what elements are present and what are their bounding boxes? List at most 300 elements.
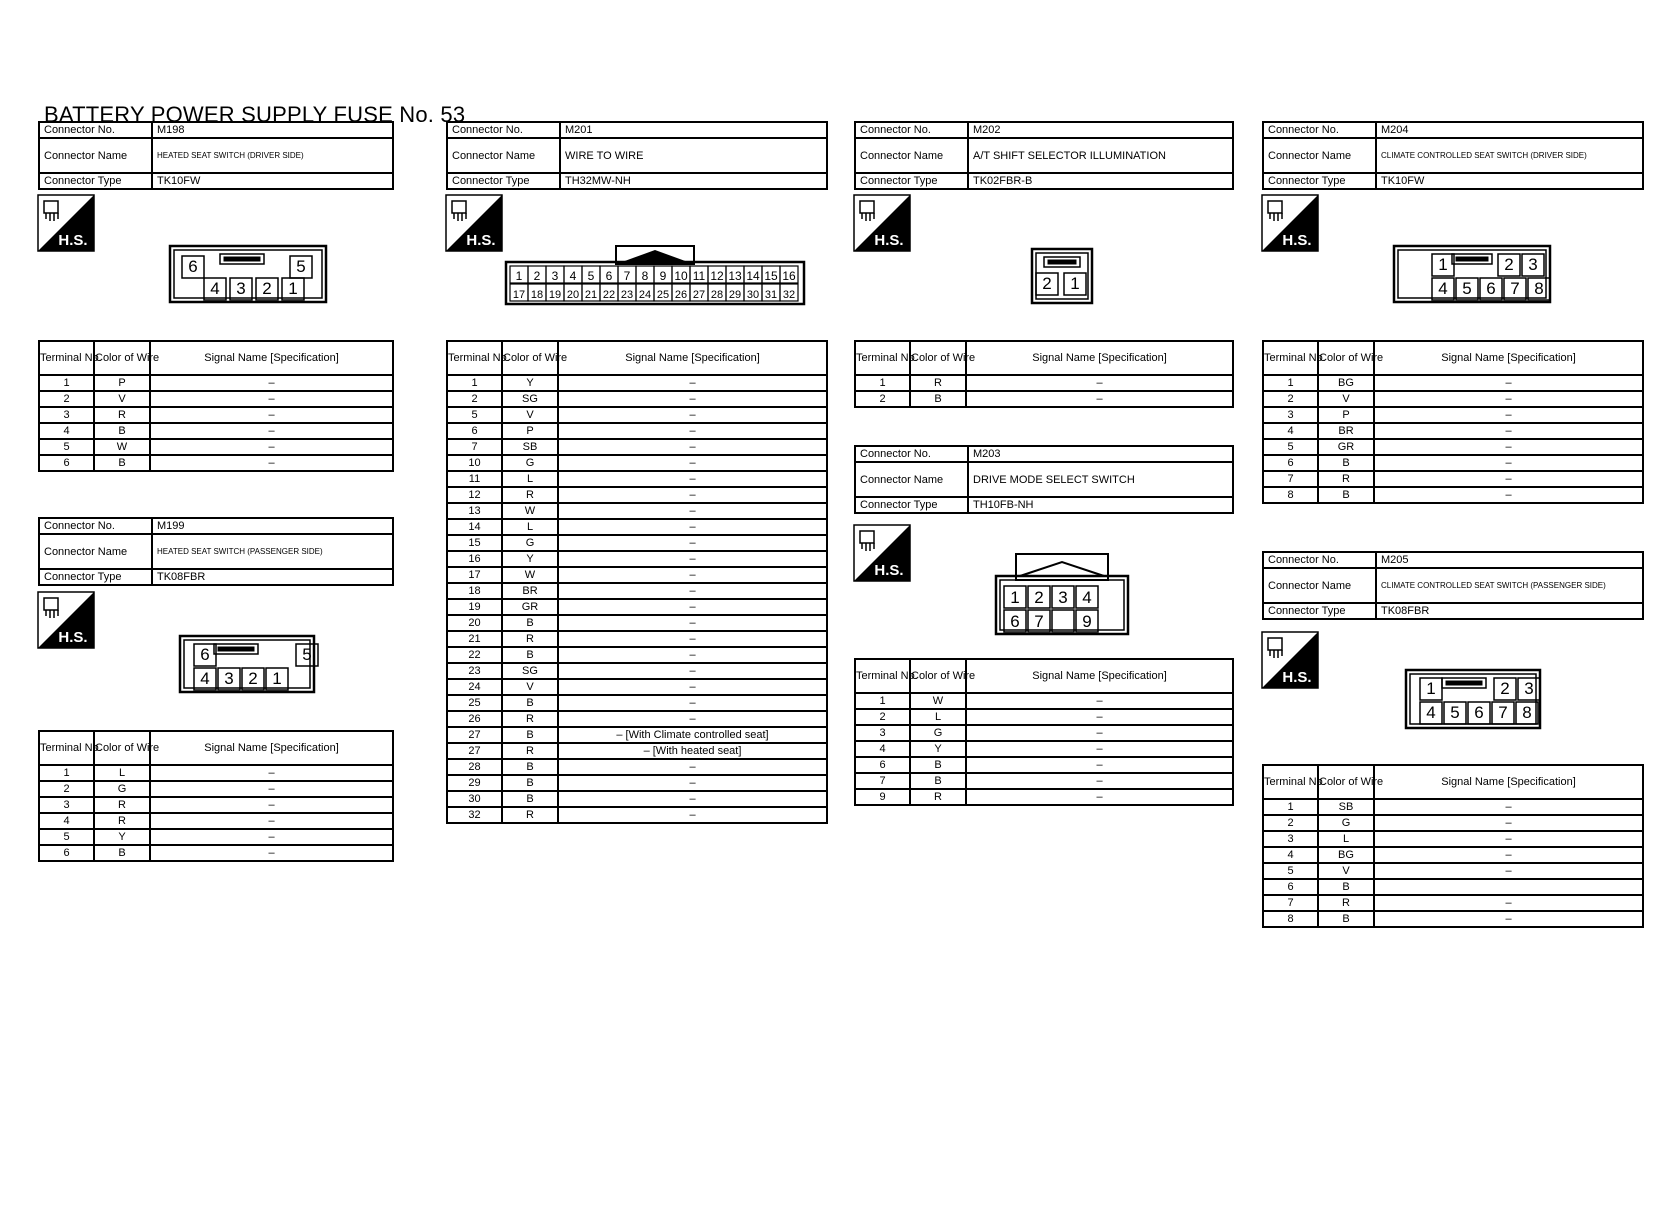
terminal-cell: 1 xyxy=(1263,375,1318,391)
signal-cell: – xyxy=(150,423,393,439)
header-signal: Signal Name [Specification] xyxy=(966,659,1233,693)
connector-outline xyxy=(504,244,806,306)
pin-label: 19 xyxy=(548,289,562,301)
wire-color-cell: W xyxy=(910,693,966,709)
connector-type: TK08FBR xyxy=(1376,603,1643,619)
signal-cell: – xyxy=(966,693,1233,709)
table-row xyxy=(447,663,827,679)
table-row xyxy=(447,439,827,455)
terminal-cell: 7 xyxy=(1263,895,1318,911)
signal-cell: – xyxy=(150,813,393,829)
signal-cell: – xyxy=(150,845,393,861)
table-row xyxy=(1263,895,1643,911)
page-title: BATTERY POWER SUPPLY FUSE No. 53 xyxy=(44,102,466,127)
pin-label: 1 xyxy=(1070,274,1080,293)
label-connector-no: Connector No. xyxy=(855,122,968,138)
terminal-cell: 21 xyxy=(447,631,502,647)
header-terminal: Terminal No. xyxy=(447,341,502,375)
signal-cell: – xyxy=(966,741,1233,757)
table-row xyxy=(1263,831,1643,847)
wire-color-cell: G xyxy=(910,725,966,741)
signal-cell: – xyxy=(558,439,827,455)
wire-color-cell: B xyxy=(502,759,558,775)
table-row xyxy=(447,375,827,391)
connector-name: HEATED SEAT SWITCH (DRIVER SIDE) xyxy=(152,138,393,173)
table-row xyxy=(39,423,393,439)
pin-label: 17 xyxy=(512,289,526,301)
pin-label: 5 xyxy=(587,269,595,283)
pin-label: 4 xyxy=(200,669,210,688)
terminal-cell: 14 xyxy=(447,519,502,535)
pin-label: 22 xyxy=(602,289,616,301)
signal-cell: – xyxy=(558,807,827,823)
signal-cell: – xyxy=(558,663,827,679)
table-row xyxy=(447,807,827,823)
table-row xyxy=(39,407,393,423)
connector-name: DRIVE MODE SELECT SWITCH xyxy=(968,462,1233,497)
connector-name: A/T SHIFT SELECTOR ILLUMINATION xyxy=(968,138,1233,173)
pin-label: 26 xyxy=(674,289,688,301)
label-connector-name: Connector Name xyxy=(39,534,152,569)
wire-color-cell: GR xyxy=(1318,439,1374,455)
label-connector-type: Connector Type xyxy=(1263,603,1376,619)
pin-label: 2 xyxy=(1042,274,1052,293)
table-row xyxy=(447,743,827,759)
table-row xyxy=(39,765,393,781)
table-row xyxy=(1263,439,1643,455)
header-color: Color of Wire xyxy=(1318,765,1374,799)
label-connector-type: Connector Type xyxy=(855,497,968,513)
table-row xyxy=(1263,879,1643,895)
signal-cell: – [With heated seat] xyxy=(558,743,827,759)
terminal-cell: 32 xyxy=(447,807,502,823)
table-row xyxy=(447,631,827,647)
terminal-cell: 28 xyxy=(447,759,502,775)
signal-cell: – xyxy=(558,711,827,727)
terminal-cell: 20 xyxy=(447,615,502,631)
wire-color-cell: BG xyxy=(1318,375,1374,391)
connector-info-m198 xyxy=(38,121,394,190)
table-row xyxy=(855,693,1233,709)
pin-label: 6 xyxy=(200,645,210,664)
pin-label: 6 xyxy=(1486,279,1496,298)
signal-cell: – xyxy=(558,391,827,407)
terminal-cell: 11 xyxy=(447,471,502,487)
signal-cell: – xyxy=(558,631,827,647)
table-row xyxy=(447,583,827,599)
table-row xyxy=(1263,487,1643,503)
signal-cell: – xyxy=(1374,423,1643,439)
pin-label: 1 xyxy=(272,669,282,688)
table-row xyxy=(39,375,393,391)
pin-label: 8 xyxy=(1522,703,1532,722)
pin-label: 7 xyxy=(1498,703,1508,722)
pin-label: 7 xyxy=(1510,279,1520,298)
terminal-cell: 2 xyxy=(39,391,94,407)
signal-cell: – xyxy=(150,765,393,781)
header-color: Color of Wire xyxy=(502,341,558,375)
signal-cell: – xyxy=(558,615,827,631)
signal-cell: – xyxy=(150,797,393,813)
pin-label: 5 xyxy=(302,645,312,664)
table-row xyxy=(855,375,1233,391)
wire-color-cell: Y xyxy=(910,741,966,757)
terminal-cell: 27 xyxy=(447,743,502,759)
signal-cell: – xyxy=(1374,471,1643,487)
connector-outline xyxy=(178,634,316,694)
pin-label: 8 xyxy=(1534,279,1544,298)
wire-color-cell: R xyxy=(94,797,150,813)
connector-type: TK10FW xyxy=(1376,173,1643,189)
table-row xyxy=(1263,423,1643,439)
signal-cell: – xyxy=(966,789,1233,805)
table-row xyxy=(447,535,827,551)
pin-label: 3 xyxy=(224,669,234,688)
hs-label: H.S. xyxy=(466,232,496,249)
wire-color-cell: SB xyxy=(502,439,558,455)
wire-color-cell: B xyxy=(502,615,558,631)
table-row xyxy=(447,407,827,423)
terminal-cell: 6 xyxy=(1263,455,1318,471)
signal-cell: – xyxy=(966,757,1233,773)
wire-color-cell: L xyxy=(502,519,558,535)
pin-label: 10 xyxy=(674,269,688,283)
pin-label: 2 xyxy=(533,269,541,283)
terminal-cell: 3 xyxy=(1263,407,1318,423)
table-row xyxy=(447,727,827,743)
signal-cell: – xyxy=(558,503,827,519)
pin-label: 4 xyxy=(1438,279,1448,298)
connector-type: TK02FBR-B xyxy=(968,173,1233,189)
pin-label: 23 xyxy=(620,289,634,301)
pin-label: 16 xyxy=(782,269,796,283)
header-signal: Signal Name [Specification] xyxy=(150,341,393,375)
signal-cell: – xyxy=(1374,455,1643,471)
wire-color-cell: B xyxy=(502,727,558,743)
label-connector-type: Connector Type xyxy=(1263,173,1376,189)
hs-label: H.S. xyxy=(1282,232,1312,249)
header-color: Color of Wire xyxy=(910,659,966,693)
terminal-cell: 2 xyxy=(1263,391,1318,407)
pin-label: 6 xyxy=(605,269,613,283)
wire-color-cell: R xyxy=(502,807,558,823)
terminal-cell: 7 xyxy=(447,439,502,455)
wire-color-cell: V xyxy=(1318,391,1374,407)
connector-no: M204 xyxy=(1376,122,1643,138)
wire-color-cell: B xyxy=(1318,911,1374,927)
table-row xyxy=(447,647,827,663)
terminal-cell: 5 xyxy=(447,407,502,423)
wire-color-cell: R xyxy=(1318,471,1374,487)
table-row xyxy=(447,791,827,807)
label-connector-no: Connector No. xyxy=(39,518,152,534)
terminal-cell: 29 xyxy=(447,775,502,791)
connector-name: WIRE TO WIRE xyxy=(560,138,827,173)
wire-color-cell: B xyxy=(1318,455,1374,471)
hs-label: H.S. xyxy=(874,232,904,249)
table-row xyxy=(447,519,827,535)
wire-color-cell: P xyxy=(502,423,558,439)
connector-info-m203 xyxy=(854,445,1234,514)
signal-cell: – xyxy=(558,407,827,423)
signal-cell: – xyxy=(966,375,1233,391)
table-row xyxy=(39,391,393,407)
terminal-cell: 3 xyxy=(39,407,94,423)
terminal-table-m204 xyxy=(1262,340,1644,504)
wire-color-cell: G xyxy=(502,535,558,551)
terminal-cell: 19 xyxy=(447,599,502,615)
terminal-cell: 2 xyxy=(1263,815,1318,831)
header-signal: Signal Name [Specification] xyxy=(150,731,393,765)
wire-color-cell: R xyxy=(1318,895,1374,911)
pin-label: 3 xyxy=(551,269,559,283)
wire-color-cell: BR xyxy=(502,583,558,599)
table-row xyxy=(1263,471,1643,487)
table-row xyxy=(855,391,1233,407)
wire-color-cell: B xyxy=(910,757,966,773)
pin-label: 27 xyxy=(692,289,706,301)
terminal-cell: 25 xyxy=(447,695,502,711)
signal-cell: – xyxy=(150,781,393,797)
header-terminal: Terminal No. xyxy=(855,341,910,375)
pin-label: 1 xyxy=(515,269,523,283)
terminal-cell: 3 xyxy=(1263,831,1318,847)
table-row xyxy=(39,829,393,845)
connector-outline xyxy=(1392,244,1552,304)
pin-label: 14 xyxy=(746,269,760,283)
signal-cell: – xyxy=(150,829,393,845)
wire-color-cell: R xyxy=(502,743,558,759)
terminal-cell: 12 xyxy=(447,487,502,503)
header-color: Color of Wire xyxy=(94,341,150,375)
signal-cell: – xyxy=(150,407,393,423)
terminal-table-m199 xyxy=(38,730,394,862)
pin-label: 9 xyxy=(1082,612,1092,631)
signal-cell: – xyxy=(150,439,393,455)
wire-color-cell: R xyxy=(94,813,150,829)
connector-outline xyxy=(994,552,1130,636)
terminal-table-m205 xyxy=(1262,764,1644,928)
header-terminal: Terminal No. xyxy=(855,659,910,693)
table-row xyxy=(39,797,393,813)
signal-cell: – xyxy=(558,791,827,807)
label-connector-no: Connector No. xyxy=(855,446,968,462)
signal-cell: – xyxy=(558,375,827,391)
terminal-cell: 18 xyxy=(447,583,502,599)
signal-cell: – xyxy=(966,725,1233,741)
signal-cell: – xyxy=(1374,815,1643,831)
wire-color-cell: V xyxy=(94,391,150,407)
wire-color-cell: L xyxy=(502,471,558,487)
harness-side-icon xyxy=(446,195,502,251)
wire-color-cell: BG xyxy=(1318,847,1374,863)
connector-name: HEATED SEAT SWITCH (PASSENGER SIDE) xyxy=(152,534,393,569)
signal-cell: – xyxy=(558,567,827,583)
table-row xyxy=(855,757,1233,773)
pin-label: 15 xyxy=(764,269,778,283)
wire-color-cell: G xyxy=(1318,815,1374,831)
pin-label: 5 xyxy=(1462,279,1472,298)
terminal-cell: 1 xyxy=(1263,799,1318,815)
connector-no: M201 xyxy=(560,122,827,138)
label-connector-type: Connector Type xyxy=(39,569,152,585)
connector-info-m199 xyxy=(38,517,394,586)
connector-name: CLIMATE CONTROLLED SEAT SWITCH (PASSENGER SIDE) xyxy=(1376,568,1643,603)
connector-info-m205 xyxy=(1262,551,1644,620)
signal-cell: – xyxy=(966,773,1233,789)
signal-cell: – xyxy=(966,709,1233,725)
label-connector-no: Connector No. xyxy=(447,122,560,138)
pin-label: 9 xyxy=(659,269,667,283)
signal-cell: – xyxy=(558,551,827,567)
wire-color-cell: SG xyxy=(502,663,558,679)
pin-label: 5 xyxy=(1450,703,1460,722)
terminal-cell: 1 xyxy=(855,693,910,709)
wire-color-cell: B xyxy=(94,423,150,439)
connector-outline xyxy=(1404,668,1542,730)
table-row xyxy=(447,455,827,471)
pin-label: 31 xyxy=(764,289,778,301)
wire-color-cell: G xyxy=(502,455,558,471)
hs-label: H.S. xyxy=(1282,669,1312,686)
signal-cell xyxy=(1374,879,1643,895)
signal-cell: – xyxy=(1374,439,1643,455)
connector-face-m201 xyxy=(504,244,806,306)
pin-label: 29 xyxy=(728,289,742,301)
table-row xyxy=(39,455,393,471)
terminal-cell: 1 xyxy=(39,375,94,391)
terminal-cell: 2 xyxy=(39,781,94,797)
terminal-cell: 8 xyxy=(1263,911,1318,927)
connector-no: M198 xyxy=(152,122,393,138)
hs-label: H.S. xyxy=(874,562,904,579)
terminal-cell: 5 xyxy=(39,439,94,455)
label-connector-name: Connector Name xyxy=(1263,568,1376,603)
pin-label: 3 xyxy=(1524,679,1534,698)
terminal-cell: 24 xyxy=(447,679,502,695)
label-connector-type: Connector Type xyxy=(39,173,152,189)
signal-cell: – [With Climate controlled seat] xyxy=(558,727,827,743)
signal-cell: – xyxy=(1374,391,1643,407)
terminal-cell: 16 xyxy=(447,551,502,567)
pin-label: 28 xyxy=(710,289,724,301)
wire-color-cell: L xyxy=(1318,831,1374,847)
signal-cell: – xyxy=(558,679,827,695)
label-connector-no: Connector No. xyxy=(1263,552,1376,568)
wire-color-cell: B xyxy=(94,845,150,861)
pin-label: 8 xyxy=(641,269,649,283)
pin-label: 2 xyxy=(1034,588,1044,607)
wire-color-cell: R xyxy=(910,789,966,805)
wire-color-cell: V xyxy=(1318,863,1374,879)
header-signal: Signal Name [Specification] xyxy=(558,341,827,375)
terminal-cell: 10 xyxy=(447,455,502,471)
wire-color-cell: B xyxy=(502,695,558,711)
signal-cell: – xyxy=(966,391,1233,407)
signal-cell: – xyxy=(558,775,827,791)
table-row xyxy=(447,551,827,567)
terminal-cell: 3 xyxy=(39,797,94,813)
terminal-cell: 7 xyxy=(1263,471,1318,487)
pin-label: 6 xyxy=(1474,703,1484,722)
harness-side-icon xyxy=(38,195,94,251)
pin-label: 4 xyxy=(1082,588,1092,607)
pin-label: 7 xyxy=(1034,612,1044,631)
wire-color-cell: B xyxy=(502,647,558,663)
signal-cell: – xyxy=(558,647,827,663)
connector-type: TK08FBR xyxy=(152,569,393,585)
table-row xyxy=(1263,911,1643,927)
wire-color-cell: W xyxy=(94,439,150,455)
signal-cell: – xyxy=(558,695,827,711)
table-row xyxy=(1263,375,1643,391)
pin-label: 6 xyxy=(188,257,198,276)
table-row xyxy=(447,615,827,631)
header-signal: Signal Name [Specification] xyxy=(1374,341,1643,375)
table-row xyxy=(39,845,393,861)
table-row xyxy=(855,709,1233,725)
header-terminal: Terminal No. xyxy=(1263,341,1318,375)
signal-cell: – xyxy=(1374,863,1643,879)
connector-no: M203 xyxy=(968,446,1233,462)
connector-info-m204 xyxy=(1262,121,1644,190)
wire-color-cell: SG xyxy=(502,391,558,407)
terminal-cell: 3 xyxy=(855,725,910,741)
pin-label: 2 xyxy=(1504,255,1514,274)
table-row xyxy=(447,759,827,775)
terminal-cell: 6 xyxy=(1263,879,1318,895)
wire-color-cell: B xyxy=(910,773,966,789)
connector-face-m205 xyxy=(1404,668,1542,730)
table-row xyxy=(39,439,393,455)
wire-color-cell: G xyxy=(94,781,150,797)
connector-outline xyxy=(1030,247,1094,305)
header-signal: Signal Name [Specification] xyxy=(1374,765,1643,799)
pin-label: 4 xyxy=(1426,703,1436,722)
signal-cell: – xyxy=(558,759,827,775)
terminal-table-m202 xyxy=(854,340,1234,408)
harness-side-icon xyxy=(854,195,910,251)
terminal-cell: 4 xyxy=(39,423,94,439)
terminal-cell: 1 xyxy=(855,375,910,391)
harness-side-icon xyxy=(1262,195,1318,251)
pin-label: 1 xyxy=(1010,588,1020,607)
connector-face-m202 xyxy=(1030,247,1094,305)
terminal-cell: 1 xyxy=(39,765,94,781)
label-connector-name: Connector Name xyxy=(855,462,968,497)
signal-cell: – xyxy=(1374,847,1643,863)
header-color: Color of Wire xyxy=(910,341,966,375)
pin-label: 20 xyxy=(566,289,580,301)
wire-color-cell: L xyxy=(910,709,966,725)
connector-name: CLIMATE CONTROLLED SEAT SWITCH (DRIVER SIDE) xyxy=(1376,138,1643,173)
terminal-cell: 2 xyxy=(855,709,910,725)
signal-cell: – xyxy=(1374,799,1643,815)
terminal-cell: 17 xyxy=(447,567,502,583)
connector-info-m202 xyxy=(854,121,1234,190)
pin-label: 3 xyxy=(236,279,246,298)
signal-cell: – xyxy=(558,487,827,503)
pin-label: 30 xyxy=(746,289,760,301)
pin-label: 21 xyxy=(584,289,598,301)
wire-color-cell: P xyxy=(1318,407,1374,423)
table-row xyxy=(1263,799,1643,815)
terminal-cell: 2 xyxy=(855,391,910,407)
connector-no: M199 xyxy=(152,518,393,534)
header-color: Color of Wire xyxy=(1318,341,1374,375)
signal-cell: – xyxy=(1374,911,1643,927)
table-row xyxy=(39,813,393,829)
